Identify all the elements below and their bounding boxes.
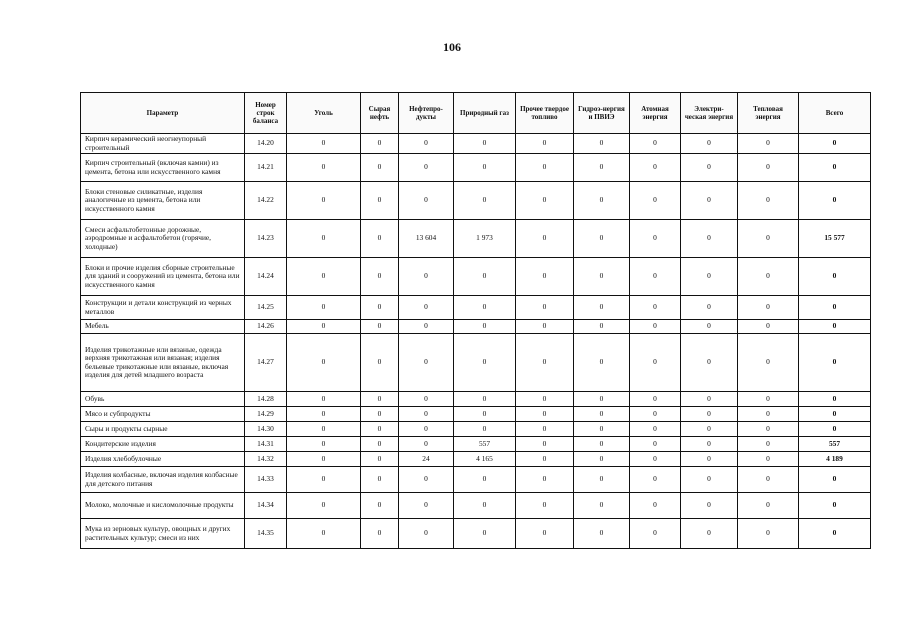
- row-value-cell: 0: [681, 134, 738, 154]
- row-value-cell: 0: [454, 258, 516, 296]
- row-value-cell: 0: [516, 220, 574, 258]
- row-value-cell: 0: [399, 467, 454, 493]
- row-value-cell: 0: [738, 154, 799, 182]
- row-value-cell: 0: [399, 437, 454, 452]
- row-value-cell: 0: [287, 437, 361, 452]
- row-value-cell: 0: [399, 320, 454, 334]
- table-row: [81, 519, 871, 549]
- row-value-cell: 0: [361, 320, 399, 334]
- row-value-cell: 24: [399, 452, 454, 467]
- row-parameter: Кондитерские изделия: [81, 437, 245, 452]
- row-balance-number: 14.25: [245, 296, 287, 320]
- row-value-cell: 0: [361, 437, 399, 452]
- row-value-cell: 0: [630, 258, 681, 296]
- column-header: Природный газ: [454, 93, 516, 134]
- row-balance-number: 14.33: [245, 467, 287, 493]
- row-value-cell: 0: [574, 296, 630, 320]
- row-value-cell: 0: [738, 296, 799, 320]
- row-value-cell: 0: [738, 493, 799, 519]
- row-value-cell: 13 604: [399, 220, 454, 258]
- row-value-cell: 1 973: [454, 220, 516, 258]
- row-value-cell: 0: [574, 452, 630, 467]
- row-total-cell: 0: [799, 422, 871, 437]
- column-header: Электри-ческая энергия: [681, 93, 738, 134]
- column-header: Уголь: [287, 93, 361, 134]
- row-balance-number: 14.30: [245, 422, 287, 437]
- page-number: 106: [443, 40, 461, 54]
- row-value-cell: 0: [574, 220, 630, 258]
- row-value-cell: 0: [454, 320, 516, 334]
- row-parameter: Обувь: [81, 392, 245, 407]
- row-value-cell: 0: [287, 258, 361, 296]
- row-total-cell: 0: [799, 182, 871, 220]
- row-value-cell: 0: [574, 437, 630, 452]
- row-value-cell: 0: [630, 334, 681, 392]
- row-parameter: Мука из зерновых культур, овощных и других растительных культур; смеси из них: [81, 519, 245, 549]
- row-value-cell: 0: [399, 422, 454, 437]
- row-value-cell: 0: [738, 134, 799, 154]
- row-value-cell: 0: [681, 220, 738, 258]
- row-value-cell: 0: [738, 392, 799, 407]
- row-value-cell: 0: [361, 493, 399, 519]
- row-total-cell: 0: [799, 407, 871, 422]
- row-value-cell: 0: [516, 452, 574, 467]
- row-total-cell: 0: [799, 320, 871, 334]
- row-value-cell: 0: [574, 467, 630, 493]
- row-value-cell: 0: [287, 182, 361, 220]
- row-value-cell: 0: [454, 519, 516, 549]
- row-value-cell: 0: [630, 154, 681, 182]
- row-value-cell: 0: [399, 258, 454, 296]
- row-value-cell: 0: [738, 437, 799, 452]
- row-value-cell: 0: [399, 296, 454, 320]
- row-value-cell: 0: [399, 182, 454, 220]
- row-value-cell: 0: [361, 407, 399, 422]
- column-header: Атомная энергия: [630, 93, 681, 134]
- table-row: [81, 493, 871, 519]
- row-value-cell: 0: [681, 320, 738, 334]
- row-value-cell: 0: [681, 154, 738, 182]
- row-balance-number: 14.29: [245, 407, 287, 422]
- row-value-cell: 0: [516, 392, 574, 407]
- row-value-cell: 0: [681, 392, 738, 407]
- row-value-cell: 0: [738, 258, 799, 296]
- row-value-cell: 0: [454, 467, 516, 493]
- row-value-cell: 0: [361, 519, 399, 549]
- column-header: Гидроэ-нергия и ПВИЭ: [574, 93, 630, 134]
- row-value-cell: 0: [287, 334, 361, 392]
- row-value-cell: 0: [287, 452, 361, 467]
- row-total-cell: 0: [799, 334, 871, 392]
- row-value-cell: 0: [516, 467, 574, 493]
- row-balance-number: 14.23: [245, 220, 287, 258]
- row-value-cell: 0: [516, 493, 574, 519]
- row-value-cell: 0: [681, 407, 738, 422]
- row-balance-number: 14.27: [245, 334, 287, 392]
- row-value-cell: 0: [287, 422, 361, 437]
- row-total-cell: 0: [799, 296, 871, 320]
- table-row: [81, 320, 871, 334]
- row-value-cell: 0: [361, 154, 399, 182]
- row-value-cell: 0: [630, 392, 681, 407]
- table-row: [81, 437, 871, 452]
- row-value-cell: 0: [630, 134, 681, 154]
- row-parameter: Мебель: [81, 320, 245, 334]
- row-total-cell: 0: [799, 493, 871, 519]
- row-parameter: Кирпич строительный (включая камни) из цемента, бетона или искусственного камня: [81, 154, 245, 182]
- table-row: [81, 296, 871, 320]
- row-balance-number: 14.26: [245, 320, 287, 334]
- row-value-cell: 0: [516, 437, 574, 452]
- row-value-cell: 0: [516, 407, 574, 422]
- column-header: Сырая нефть: [361, 93, 399, 134]
- row-value-cell: 0: [361, 220, 399, 258]
- row-value-cell: 0: [287, 154, 361, 182]
- row-value-cell: 0: [454, 493, 516, 519]
- row-value-cell: 0: [738, 182, 799, 220]
- column-header: Тепловая энергия: [738, 93, 799, 134]
- table-row: [81, 392, 871, 407]
- row-value-cell: 0: [681, 467, 738, 493]
- row-value-cell: 0: [361, 452, 399, 467]
- row-value-cell: 0: [399, 493, 454, 519]
- row-value-cell: 0: [287, 407, 361, 422]
- row-value-cell: 0: [516, 422, 574, 437]
- column-header: Номер строк баланса: [245, 93, 287, 134]
- row-value-cell: 0: [361, 134, 399, 154]
- row-value-cell: 0: [630, 493, 681, 519]
- row-value-cell: 0: [399, 407, 454, 422]
- row-value-cell: 0: [454, 407, 516, 422]
- row-value-cell: 0: [574, 519, 630, 549]
- row-value-cell: 0: [574, 258, 630, 296]
- row-value-cell: 557: [454, 437, 516, 452]
- row-value-cell: 0: [630, 437, 681, 452]
- table-row: [81, 182, 871, 220]
- row-value-cell: 0: [287, 296, 361, 320]
- row-value-cell: 0: [738, 334, 799, 392]
- row-value-cell: 0: [574, 334, 630, 392]
- row-value-cell: 0: [287, 320, 361, 334]
- row-value-cell: 0: [630, 220, 681, 258]
- row-balance-number: 14.32: [245, 452, 287, 467]
- row-value-cell: 0: [399, 154, 454, 182]
- row-total-cell: 0: [799, 258, 871, 296]
- row-balance-number: 14.21: [245, 154, 287, 182]
- row-total-cell: 4 189: [799, 452, 871, 467]
- row-value-cell: 0: [454, 182, 516, 220]
- row-total-cell: 0: [799, 392, 871, 407]
- row-balance-number: 14.22: [245, 182, 287, 220]
- row-balance-number: 14.34: [245, 493, 287, 519]
- row-balance-number: 14.31: [245, 437, 287, 452]
- table-body: [81, 134, 871, 549]
- row-parameter: Сыры и продукты сырные: [81, 422, 245, 437]
- row-value-cell: 0: [454, 392, 516, 407]
- row-value-cell: 0: [681, 258, 738, 296]
- row-parameter: Конструкции и детали конструкций из черных металлов: [81, 296, 245, 320]
- column-header: Прочее твердое топливо: [516, 93, 574, 134]
- row-balance-number: 14.35: [245, 519, 287, 549]
- row-value-cell: 0: [574, 407, 630, 422]
- row-parameter: Изделия колбасные, включая изделия колбасные для детского питания: [81, 467, 245, 493]
- row-value-cell: 0: [454, 422, 516, 437]
- column-header: Нефтепро-дукты: [399, 93, 454, 134]
- table-row: [81, 154, 871, 182]
- row-parameter: Изделия трикотажные или вязаные, одежда верхняя трикотажная или вязаная; изделия бельевые трикотажные или вязаные, включая изделия для детей младшего возраста: [81, 334, 245, 392]
- row-value-cell: 0: [574, 182, 630, 220]
- row-total-cell: 0: [799, 519, 871, 549]
- table-header-row: [81, 93, 871, 134]
- row-value-cell: 0: [287, 519, 361, 549]
- row-value-cell: 0: [454, 134, 516, 154]
- row-total-cell: 15 577: [799, 220, 871, 258]
- row-value-cell: 0: [630, 467, 681, 493]
- row-value-cell: 0: [454, 334, 516, 392]
- row-value-cell: 0: [399, 519, 454, 549]
- row-value-cell: 0: [574, 392, 630, 407]
- row-value-cell: 4 165: [454, 452, 516, 467]
- row-parameter: Мясо и субпродукты: [81, 407, 245, 422]
- row-value-cell: 0: [574, 154, 630, 182]
- row-parameter: Молоко, молочные и кисломолочные продукты: [81, 493, 245, 519]
- row-value-cell: 0: [361, 258, 399, 296]
- row-value-cell: 0: [574, 422, 630, 437]
- table-row: [81, 134, 871, 154]
- energy-balance-table: [80, 92, 871, 549]
- row-value-cell: 0: [681, 519, 738, 549]
- row-value-cell: 0: [681, 493, 738, 519]
- row-value-cell: 0: [630, 320, 681, 334]
- row-value-cell: 0: [287, 220, 361, 258]
- row-value-cell: 0: [574, 493, 630, 519]
- table-row: [81, 334, 871, 392]
- row-balance-number: 14.20: [245, 134, 287, 154]
- row-value-cell: 0: [516, 182, 574, 220]
- row-value-cell: 0: [681, 182, 738, 220]
- row-value-cell: 0: [738, 452, 799, 467]
- row-total-cell: 0: [799, 134, 871, 154]
- row-value-cell: 0: [287, 493, 361, 519]
- table-row: [81, 407, 871, 422]
- row-value-cell: 0: [361, 182, 399, 220]
- row-value-cell: 0: [361, 296, 399, 320]
- row-value-cell: 0: [574, 134, 630, 154]
- table-row: [81, 220, 871, 258]
- row-value-cell: 0: [361, 422, 399, 437]
- row-value-cell: 0: [399, 134, 454, 154]
- row-value-cell: 0: [681, 422, 738, 437]
- row-value-cell: 0: [681, 334, 738, 392]
- row-value-cell: 0: [738, 519, 799, 549]
- row-balance-number: 14.24: [245, 258, 287, 296]
- row-value-cell: 0: [516, 320, 574, 334]
- row-value-cell: 0: [630, 422, 681, 437]
- row-value-cell: 0: [738, 422, 799, 437]
- row-value-cell: 0: [516, 258, 574, 296]
- row-parameter: Смеси асфальтобетонные дорожные, аэродромные и асфальтобетон (горячие, холодные): [81, 220, 245, 258]
- column-header: Параметр: [81, 93, 245, 134]
- row-value-cell: 0: [454, 154, 516, 182]
- row-total-cell: 0: [799, 154, 871, 182]
- row-value-cell: 0: [681, 452, 738, 467]
- row-value-cell: 0: [361, 467, 399, 493]
- row-value-cell: 0: [287, 392, 361, 407]
- row-balance-number: 14.28: [245, 392, 287, 407]
- row-value-cell: 0: [287, 134, 361, 154]
- row-value-cell: 0: [630, 182, 681, 220]
- row-value-cell: 0: [630, 452, 681, 467]
- column-header: Всего: [799, 93, 871, 134]
- row-total-cell: 0: [799, 467, 871, 493]
- row-value-cell: 0: [399, 392, 454, 407]
- row-value-cell: 0: [630, 296, 681, 320]
- row-value-cell: 0: [681, 437, 738, 452]
- row-value-cell: 0: [681, 296, 738, 320]
- row-value-cell: 0: [287, 467, 361, 493]
- row-value-cell: 0: [454, 296, 516, 320]
- row-parameter: Блоки стеновые силикатные, изделия аналогичные из цемента, бетона или искусственного камня: [81, 182, 245, 220]
- row-parameter: Кирпич керамический неогнеупорный строительный: [81, 134, 245, 154]
- row-value-cell: 0: [399, 334, 454, 392]
- row-value-cell: 0: [630, 407, 681, 422]
- table-row: [81, 467, 871, 493]
- row-value-cell: 0: [516, 134, 574, 154]
- table-row: [81, 258, 871, 296]
- row-value-cell: 0: [738, 467, 799, 493]
- row-value-cell: 0: [516, 154, 574, 182]
- table-row: [81, 452, 871, 467]
- row-parameter: Блоки и прочие изделия сборные строительные для зданий и сооружений из цемента, бетона или искусственного камня: [81, 258, 245, 296]
- row-value-cell: 0: [516, 334, 574, 392]
- row-value-cell: 0: [516, 519, 574, 549]
- row-value-cell: 0: [361, 334, 399, 392]
- row-value-cell: 0: [574, 320, 630, 334]
- table-row: [81, 422, 871, 437]
- row-total-cell: 557: [799, 437, 871, 452]
- row-value-cell: 0: [738, 320, 799, 334]
- row-value-cell: 0: [361, 392, 399, 407]
- row-value-cell: 0: [516, 296, 574, 320]
- row-parameter: Изделия хлебобулочные: [81, 452, 245, 467]
- row-value-cell: 0: [630, 519, 681, 549]
- row-value-cell: 0: [738, 407, 799, 422]
- row-value-cell: 0: [738, 220, 799, 258]
